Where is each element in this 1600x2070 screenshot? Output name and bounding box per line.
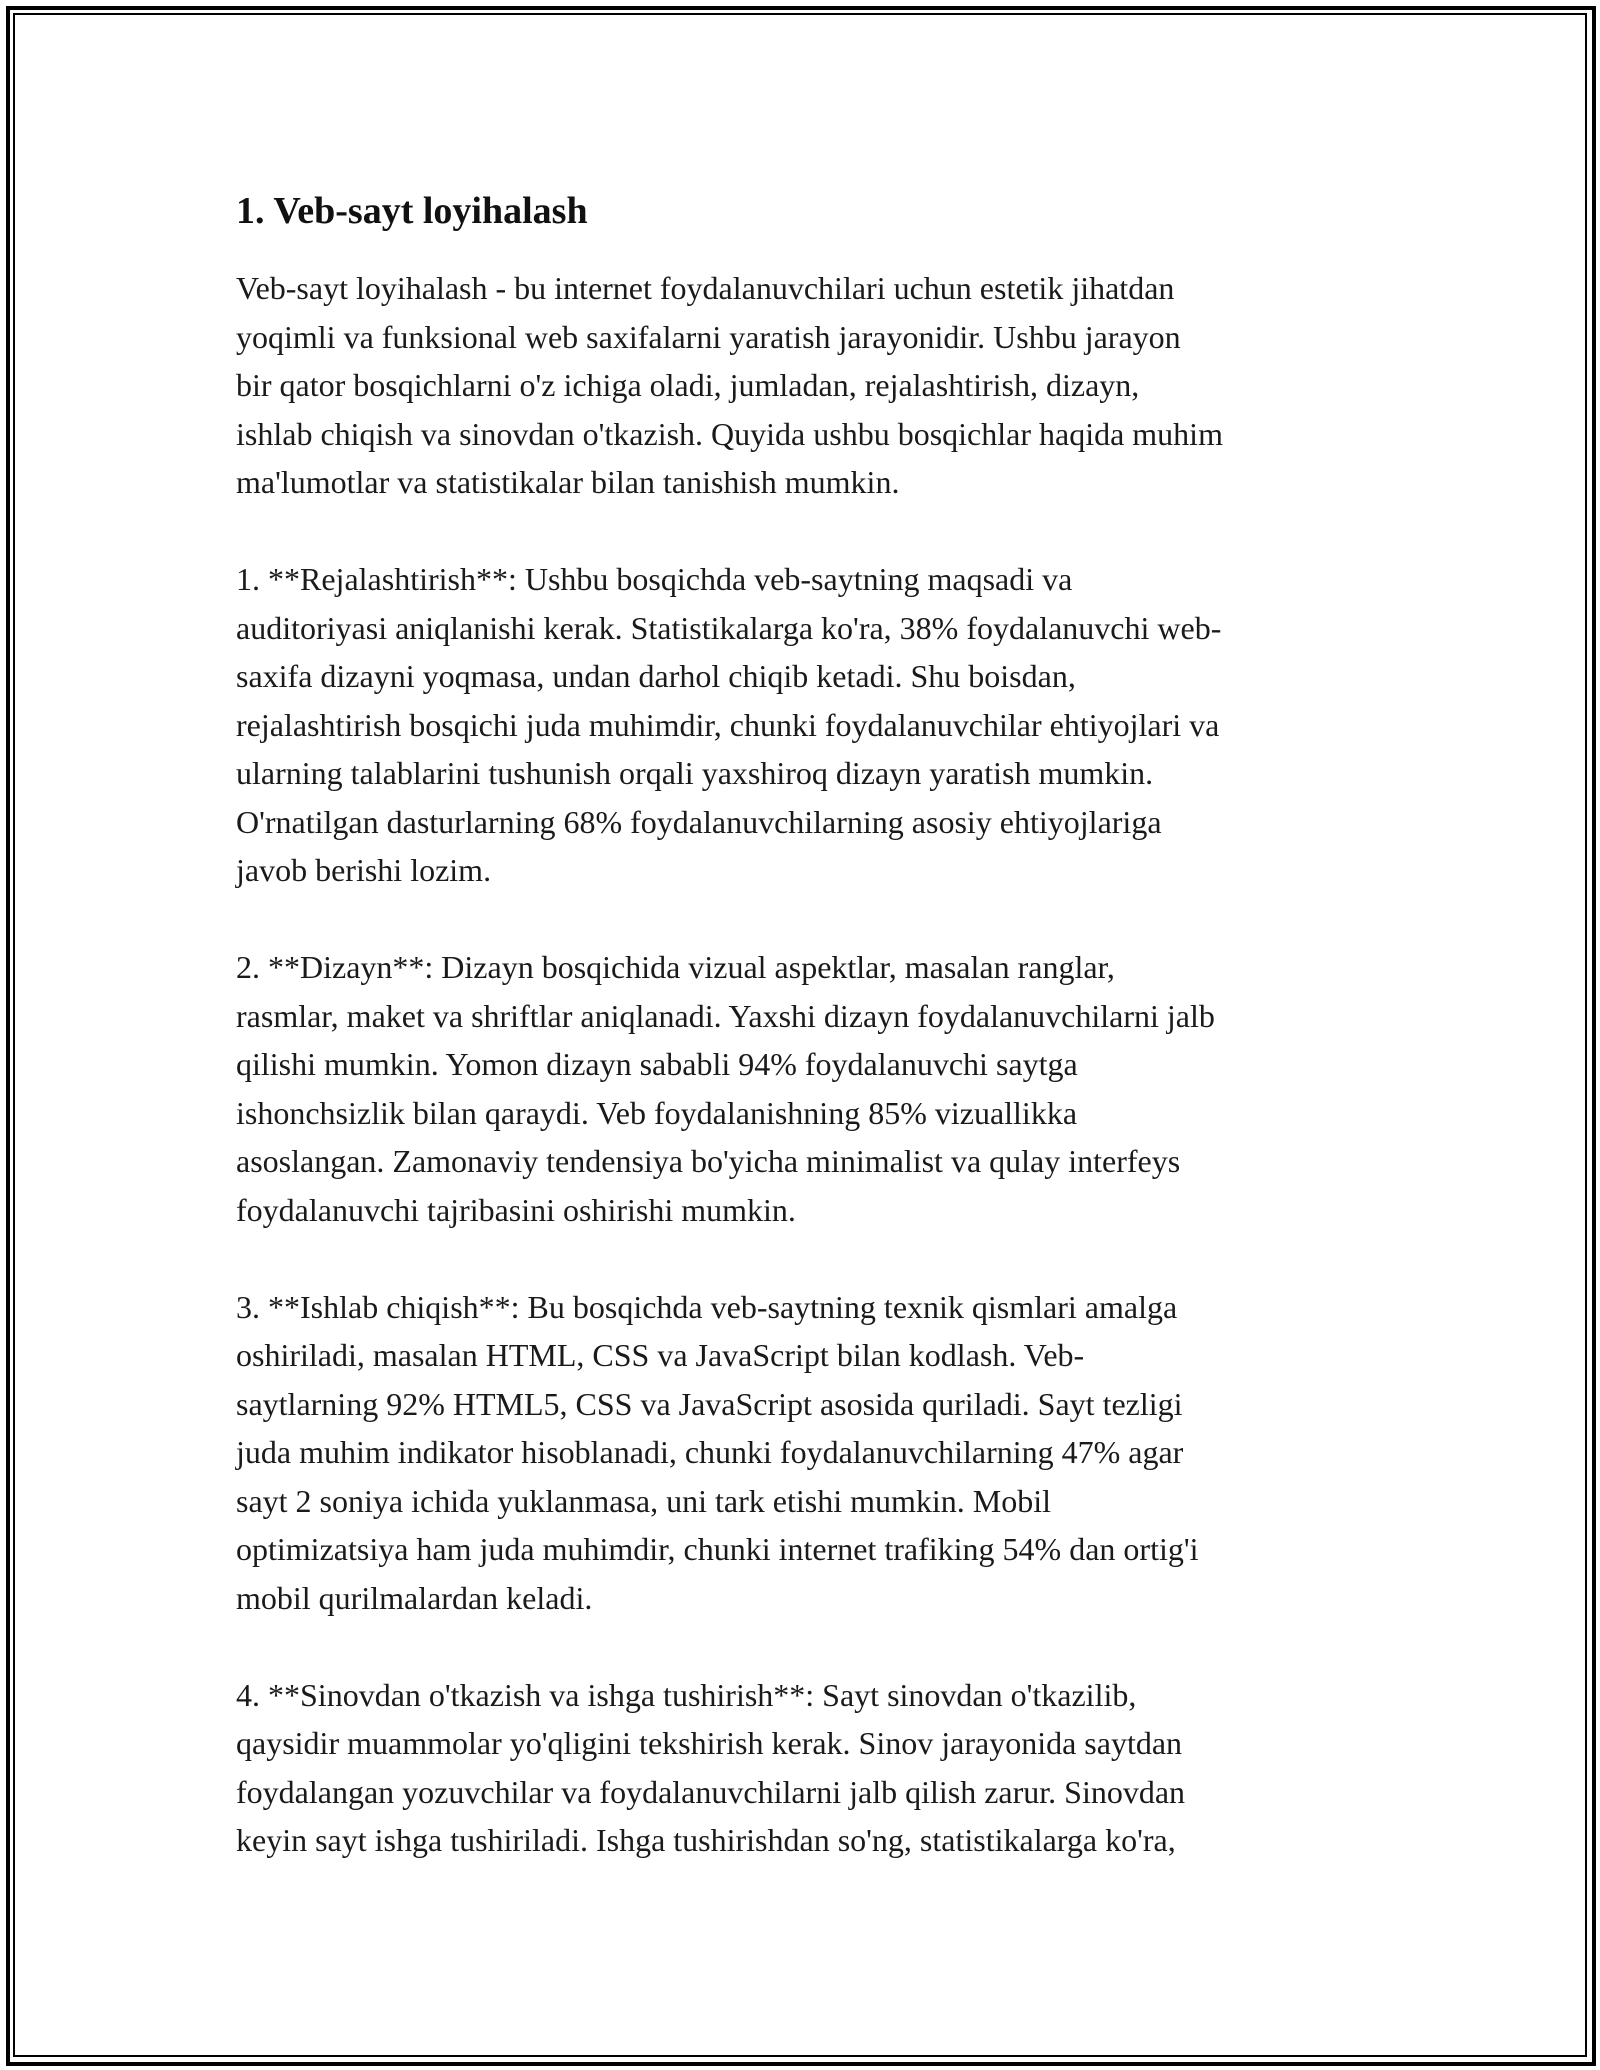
document-body — [236, 186, 1376, 1865]
intro-paragraph: Veb-sayt loyihalash - bu internet foydalanuvchilari uchun estetik jihatdan yoqimli va funksional web saxifalarni yaratish jarayonidir. Ushbu jarayon bir qator bosqichlarni o'z ichiga oladi, jumladan, rejalashtirish, dizayn, ishlab chiqish va sinovdan o'tkazish. Quyida ushbu bosqichlar haqida muhim ma'lumotlar va statistikalar bilan tanishish mumkin. — [236, 270, 1223, 500]
testing-paragraph: 4. **Sinovdan o'tkazish va ishga tushirish**: Sayt sinovdan o'tkazilib, qaysidir muammolar yo'qligini tekshirish kerak. Sinov jarayonida saytdan foydalangan yozuvchilar va foydalanuvchilarni jalb qilish zarur. Sinovdan keyin sayt ishga tushiriladi. Ishga tushirishdan so'ng, statistikalarga ko'ra, — [236, 1676, 1186, 1858]
development-paragraph: 3. **Ishlab chiqish**: Bu bosqichda veb-saytning texnik qismlari amalga oshiriladi, masalan HTML, CSS va JavaScript bilan kodlash. Veb- saytlarning 92% HTML5, CSS va JavaScript asosida quriladi. Sayt tezligi juda muhim indikator hisoblanadi, chunki foydalanuvchilarning 47% agar sayt 2 soniya ichida yuklanmasa, uni tark etishi mumkin. Mobil optimizatsiya ham juda muhimdir, chunki internet trafiking 54% dan ortig'i mobil qurilmalardan keladi. — [236, 1288, 1199, 1616]
document-title: 1. Veb-sayt loyihalash — [236, 190, 588, 232]
planning-paragraph: 1. **Rejalashtirish**: Ushbu bosqichda veb-saytning maqsadi va auditoriyasi aniqlanishi kerak. Statistikalarga ko'ra, 38% foydalanuvchi web- saxifa dizayni yoqmasa, undan darhol chiqib ketadi. Shu boisdan, rejalashtirish bosqichi juda muhimdir, chunki foydalanuvchilar ehtiyojlari va ularning talablarini tushunish orqali yaxshiroq dizayn yaratish mumkin. O'rnatilgan dasturlarning 68% foydalanuvchilarning asosiy ehtiyojlariga javob berishi lozim. — [236, 561, 1222, 888]
design-paragraph: 2. **Dizayn**: Dizayn bosqichida vizual aspektlar, masalan ranglar, rasmlar, maket va shriftlar aniqlanadi. Yaxshi dizayn foydalanuvchilarni jalb qilishi mumkin. Yomon dizayn sababli 94% foydalanuvchi saytga ishonchsizlik bilan qaraydi. Veb foydalanishning 85% vizuallikka asoslangan. Zamonaviy tendensiya bo'yicha minimalist va qulay interfeys foydalanuvchi tajribasini oshirishi mumkin. — [236, 949, 1215, 1228]
